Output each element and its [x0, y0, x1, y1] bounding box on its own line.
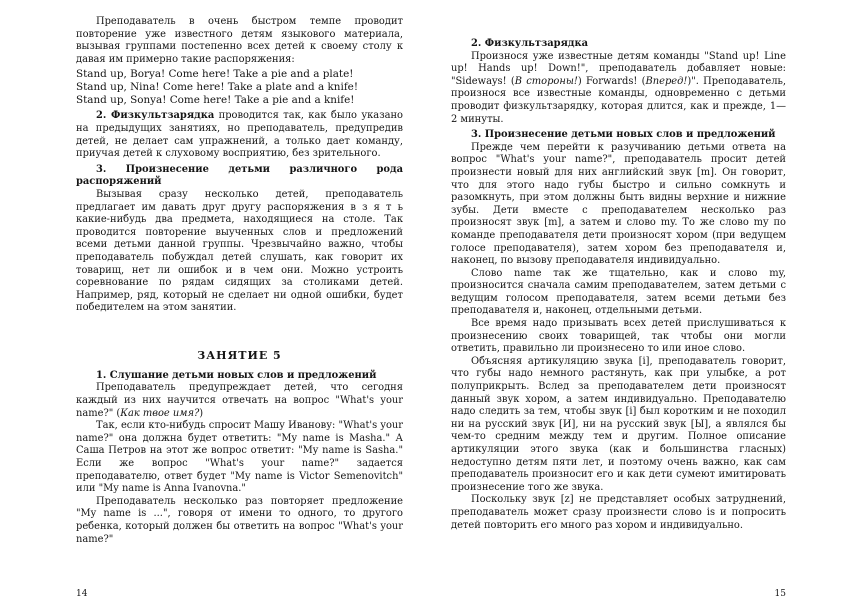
paragraph-word-name: Слово name так же тщательно, как и слово my, произносится сначала самим преподавателем, затем детьми с ведущим голосом преподавателя, затем всеми детьми без преподавателя и, наконец, отдельными детьми.	[451, 267, 786, 317]
paragraph-listen: Все время надо призывать всех детей прислушиваться к произнесению своих товарищей, так чтобы они могли ответить, правильно ли произнесено то или иное слово.	[451, 318, 786, 355]
warmup-text: проводится так, как было указано на предыдущих занятиях, но преподаватель, предупредив детей, не делает сам упражнений, а только дает команду, приучая детей к слуховому восприятию, без зрительного.	[76, 110, 403, 160]
section-3-paragraph: Вызывая сразу несколько детей, преподаватель предлагает им давать друг другу распоряжения в з я т ь какие-нибудь два предмета, находящиеся на столе. Так проводится повторение выученных слов и предложений всеми детьми данной группы. Чрезвычайно важно, чтобы преподаватель побуждал детей слушать, как говорит их товарищ, нет ли ошибок и в чем они. Можно устроить соревнование по рядам сидящих за столиками детей. Например, ряд, который не сделает ни одной ошибки, будет победителем на этом занятии.	[76, 188, 403, 314]
example-line: Stand up, Borya! Come here! Take a pie and a plate!	[76, 68, 354, 81]
lesson-title: ЗАНЯТИЕ 5	[197, 348, 282, 362]
warmup-paragraph-right: Произнося уже известные детям команды "Stand up! Line up! Hands up! Down!", преподаватель добавляет новые: "Sideways! (В стороны!) Forwards! (Вперед!)". Преподаватель, произнося все известные команды, одновременно с детьми проводит физкультзарядку, которая длится, как и прежде, 1—2 минуты.	[451, 50, 786, 125]
lesson-paragraph-3: Преподаватель несколько раз повторяет предложение "My name is ...", говоря от имени то одного, то другого ребенка, который должен бы ответить на вопрос "What's your name?"	[76, 495, 403, 545]
example-line: Stand up, Nina! Come here! Take a plate and a knife!	[76, 81, 358, 94]
lesson-paragraph-2: Так, если кто-нибудь спросит Машу Иванову: "What's your name?" она должна будет ответить: "My name is Masha." А Саша Петров на этот же вопрос ответит: "My name is Sasha." Если же вопрос "What's your name?" задается преподавателю, ответ будет "My name is Victor Semenovitch" или "My name is Anna Ivanovna."	[76, 420, 403, 495]
page-number-left: 14	[76, 589, 88, 599]
warmup-heading: 2. Физкультзарядка	[96, 110, 215, 122]
example-commands	[76, 68, 403, 107]
paragraph-sound-z: Поскольку звук [z] не представляет особых затруднений, преподаватель может сразу произнести слово is и попросить детей повторить его много раз хором и индивидуально.	[451, 494, 786, 531]
right-page	[423, 0, 846, 613]
lesson-section-1-heading: 1. Слушание детьми новых слов и предложений	[96, 369, 377, 381]
warmup-paragraph	[76, 110, 403, 160]
paragraph-sound-m: Прежде чем перейти к разучиванию детьми ответа на вопрос "What's your name?", преподаватель просит детей произнести новый для них английский звук [m]. Он говорит, что для этого надо губы быстро и сильно сомкнуть и разомкнуть, при этом должны быть видны верхние и нижние зубы. Дети вместе с преподавателем несколько раз произносят звук [m], а затем и слово my. То же слово my по команде преподавателя дети произносят хором (при ведущем голосе преподавателя), затем хором без преподавателя и, наконец, по вызову преподавателя индивидуально.	[451, 141, 786, 267]
section-3-heading: 3. Произнесение детьми различного рода распоряжений	[76, 163, 403, 188]
warmup-heading-right: 2. Физкультзарядка	[471, 38, 588, 49]
lesson-paragraph-1: Преподаватель предупреждает детей, что сегодня каждый из них научится отвечать на вопрос "What's your name?" (Как твое имя?)	[76, 382, 403, 419]
intro-paragraph: Преподаватель в очень быстром темпе проводит повторение уже известного детям языкового материала, вызывая группами постепенно всех детей к своему столу к давая им примерно такие распоряжения:	[76, 16, 403, 65]
page-number-right: 15	[774, 589, 786, 599]
section-3-heading-right: 3. Произнесение детьми новых слов и предложений	[471, 129, 776, 141]
paragraph-sound-i: Объясняя артикуляцию звука [i], преподаватель говорит, что губы надо немного растянуть, как при улыбке, а рот полуприкрыть. Вслед за преподавателем дети произносят данный звук хором, а затем индивидуально. Преподавателю надо следить за тем, чтобы звук [i] был коротким и не походил ни на русский звук [И], ни на русский звук [Ы], а являлся бы чем-то средним между тем и другим. Полное описание артикуляции этого звука (как и большинства гласных) недоступно детям пяти лет, и поэтому очень важно, как сам преподаватель произносит его и как дети сумеют имитировать произнесение того же звука.	[451, 355, 786, 493]
example-line: Stand up, Sonya! Come here! Take a pie and a knife!	[76, 94, 355, 107]
